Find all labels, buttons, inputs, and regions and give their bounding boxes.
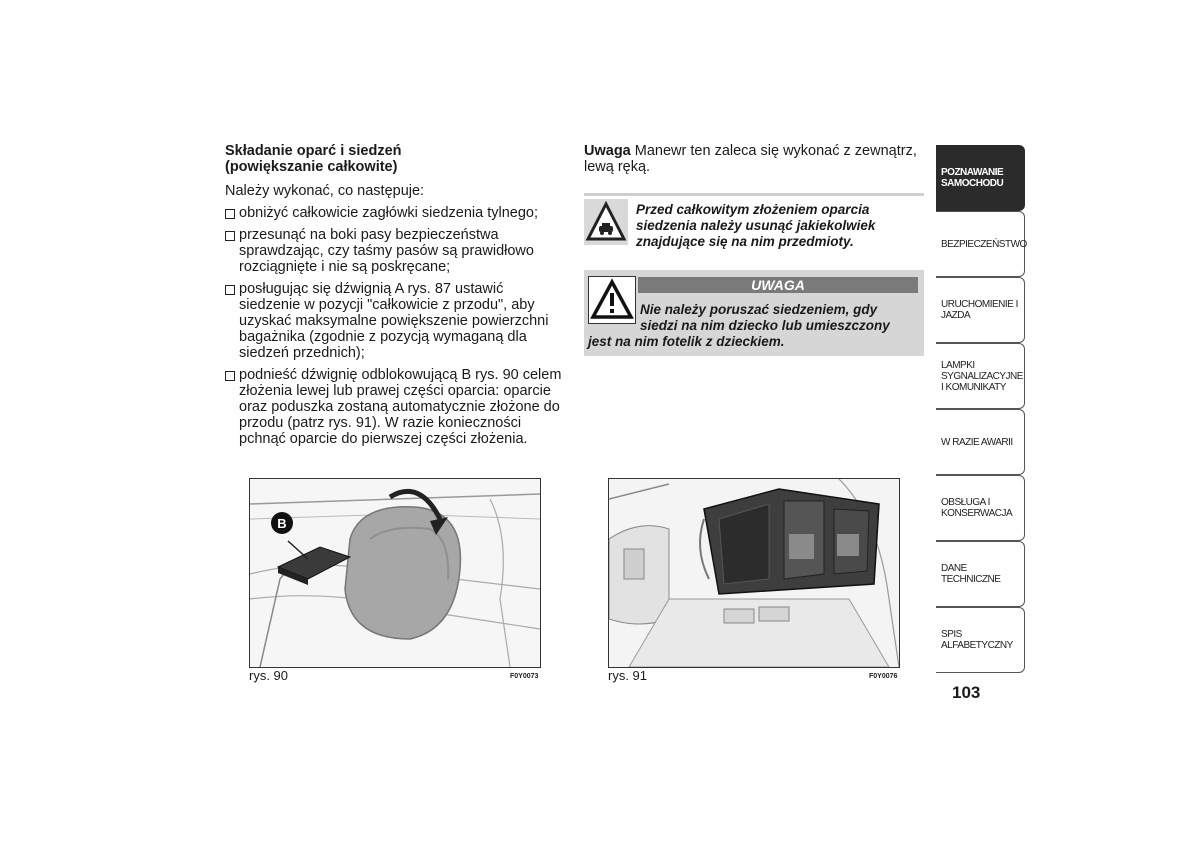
warning-text [588, 302, 918, 350]
checkbox-bullet-icon [225, 371, 235, 381]
note-paragraph [584, 143, 924, 175]
list-item-text: przesunąć na boki pasy bezpieczeństwa sprawdzając, czy taśmy pasów są prawidłowo rozciągnięte i nie są poskręcane; [239, 227, 534, 275]
left-column [225, 143, 565, 453]
heading-line-2: (powiększanie całkowite) [225, 159, 398, 175]
tab-label: OBSŁUGA I KONSERWACJA [941, 497, 1013, 519]
heading-line-1: Składanie oparć i siedzeń [225, 143, 402, 159]
caution-text: Przed całkowitym złożeniem oparcia siedzenia należy usunąć jakiekolwiek znajdujące się na nim przedmioty. [636, 202, 876, 249]
tab-dane-techniczne[interactable] [936, 541, 1025, 607]
caution-box [584, 199, 924, 249]
list-item-text: obniżyć całkowicie zagłówki siedzenia tylnego; [239, 205, 539, 221]
tab-uruchomienie-i-jazda[interactable] [936, 277, 1025, 343]
list-item [225, 227, 565, 275]
page-number: 103 [952, 683, 981, 702]
tab-label: LAMPKI SYGNALIZACYJNE I KOMUNIKATY [941, 359, 1023, 393]
note-label: Uwaga [584, 143, 631, 159]
tab-spis-alfabetyczny[interactable] [936, 607, 1025, 673]
chapter-tabs [936, 145, 1025, 673]
checkbox-bullet-icon [225, 285, 235, 295]
list-item [225, 367, 565, 447]
warning-title: UWAGA [638, 277, 918, 293]
list-item-text: podnieść dźwignię odblokowującą B rys. 90 celem złożenia lewej lub prawej części oparcia: oparcie oraz poduszka zostaną automatycznie złożone do przodu (patrz rys. 91). W razie konieczności pchnąć oparcie do pierwszej części złożenia. [239, 367, 562, 447]
figure-90-illustration [249, 478, 541, 668]
tab-label: URUCHOMIENIE I JAZDA [941, 299, 1018, 321]
warning-line-2: siedzi na nim dziecko lub umieszczony [640, 318, 890, 333]
intro-text: Należy wykonać, co następuje: [225, 183, 425, 199]
marker-b: B [277, 516, 287, 531]
figure-code: F0Y0073 [510, 673, 539, 680]
right-column [584, 143, 924, 175]
tab-bezpieczenstwo[interactable] [936, 211, 1025, 277]
tab-lampki-sygnalizacyjne[interactable] [936, 343, 1025, 409]
figure-code: F0Y0076 [869, 673, 898, 680]
list-item [225, 205, 565, 221]
tab-obsluga-i-konserwacja[interactable] [936, 475, 1025, 541]
checkbox-bullet-icon [225, 209, 235, 219]
warning-line-1: Nie należy poruszać siedzeniem, gdy [640, 302, 878, 317]
warning-box [584, 270, 924, 356]
figure-caption: rys. 90 [249, 668, 289, 683]
figure-caption: rys. 91 [608, 668, 648, 683]
tab-w-razie-awarii[interactable] [936, 409, 1025, 475]
section-heading [225, 143, 565, 175]
warning-line-3: jest na nim fotelik z dzieckiem. [588, 334, 785, 349]
divider [584, 193, 924, 196]
tab-poznawanie-samochodu[interactable] [936, 145, 1025, 211]
tab-label: W RAZIE AWARII [941, 436, 1013, 448]
tab-label: DANE TECHNICZNE [941, 563, 1001, 585]
caution-car-icon [584, 199, 628, 245]
tab-label: SPIS ALFABETYCZNY [941, 629, 1013, 651]
tab-label: POZNAWANIE SAMOCHODU [941, 167, 1004, 189]
list-item [225, 281, 565, 361]
list-item-text: posługując się dźwignią A rys. 87 ustawić siedzenie w pozycji "całkowicie z przodu", aby uzyskać maksymalne powiększenie powierzchni bagażnika (zgodnie z pozycją wymaganą dla siedzeń przednich); [239, 281, 549, 361]
checkbox-bullet-icon [225, 231, 235, 241]
tab-label: BEZPIECZEŃSTWO [941, 238, 1027, 250]
note-text: Manewr ten zaleca się wykonać z zewnątrz, lewą ręką. [584, 143, 917, 175]
figure-91-illustration [608, 478, 900, 668]
